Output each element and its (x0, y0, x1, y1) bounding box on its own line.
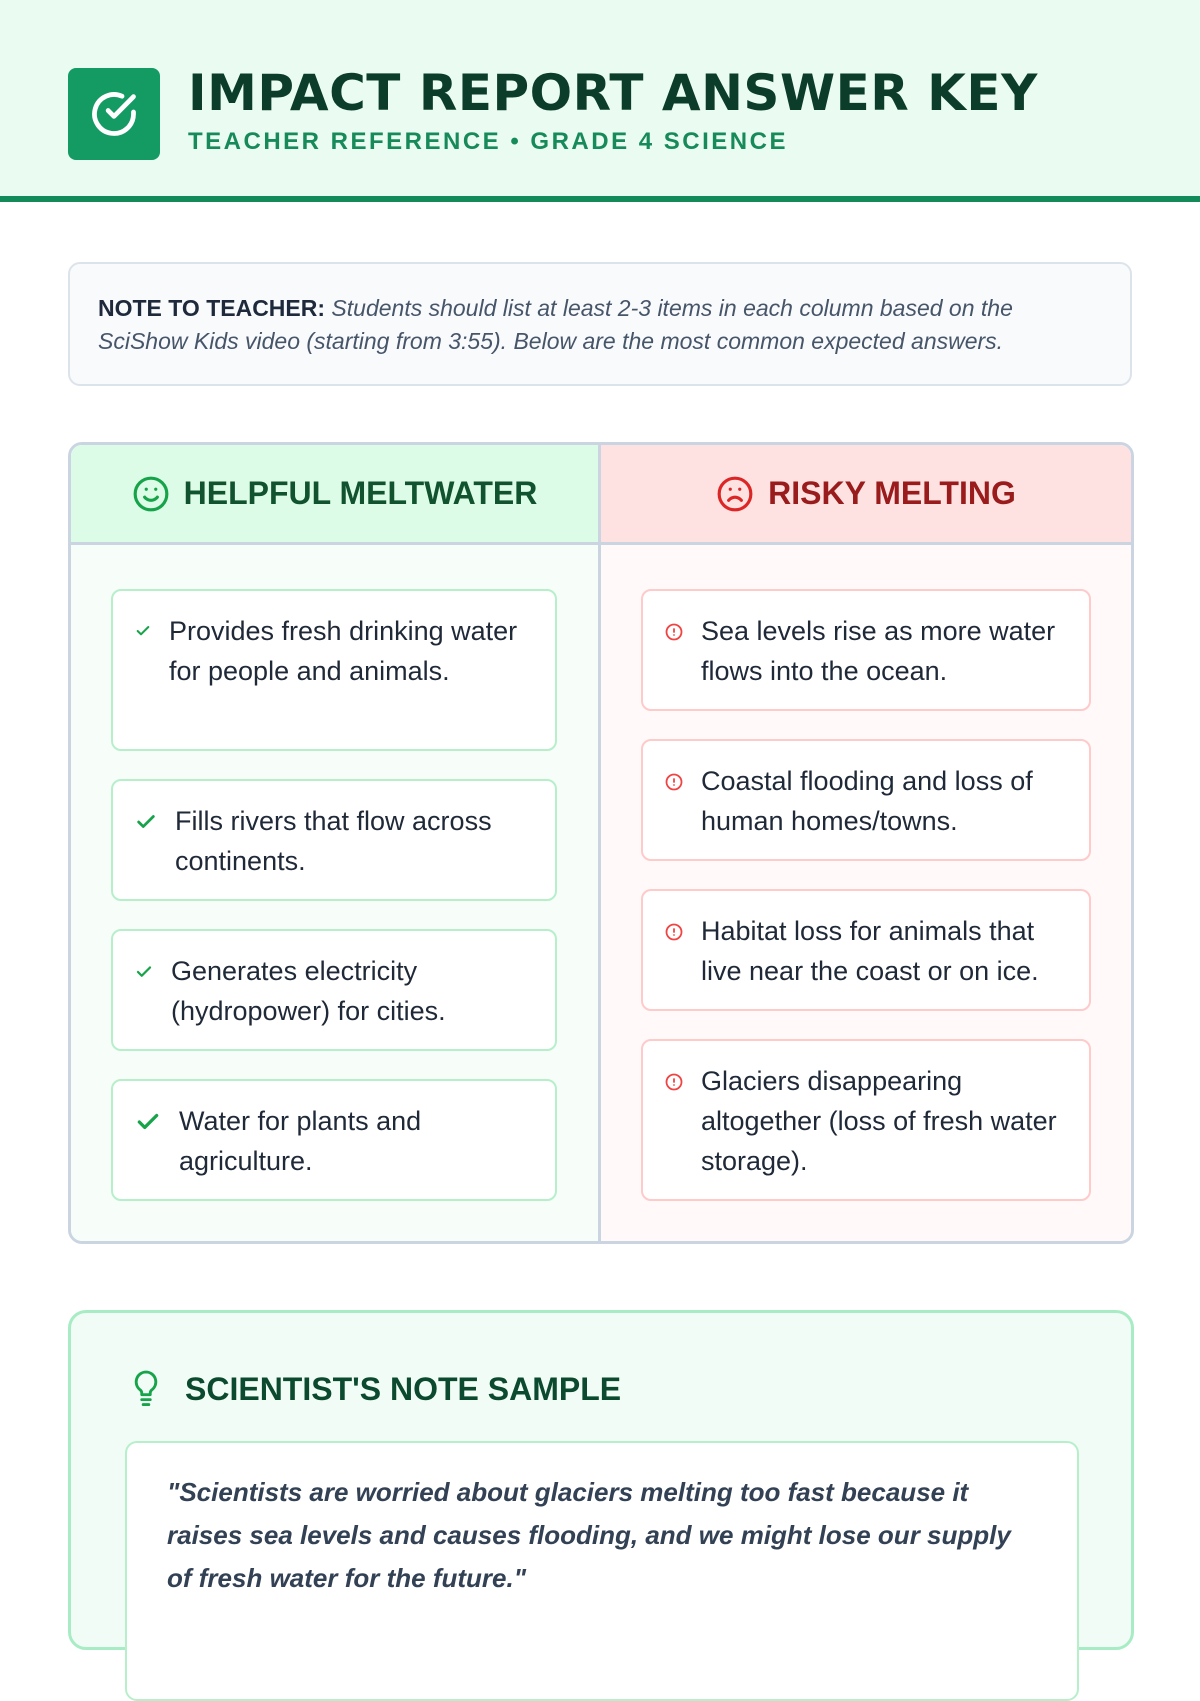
check-icon (135, 811, 157, 833)
risky-item (641, 589, 1091, 711)
helpful-item (111, 589, 557, 751)
risky-item-text: Sea levels rise as more water flows into the ocean. (701, 616, 1056, 686)
teacher-note-body: Students should list at least 2-3 items in each column based on the SciShow Kids video (starting from 3:55). Below are the most common expected answers. (98, 295, 1013, 354)
smile-icon (132, 475, 170, 513)
risky-item-text: Glaciers disappearing altogether (loss of fresh water storage). (701, 1066, 1057, 1176)
answer-grid (68, 442, 1134, 1244)
alert-circle-icon (665, 773, 683, 791)
alert-circle-icon (665, 923, 683, 941)
risky-item-text: Coastal flooding and loss of human homes/towns. (701, 766, 1033, 836)
risky-item (641, 739, 1091, 861)
risky-item (641, 1039, 1091, 1201)
helpful-column (71, 445, 601, 1241)
risky-column (601, 445, 1131, 1241)
check-circle-icon (68, 68, 160, 160)
helpful-item (111, 779, 557, 901)
teacher-note-lead: NOTE TO TEACHER: (98, 295, 326, 321)
check-icon (135, 963, 153, 981)
helpful-column-header (71, 445, 598, 545)
helpful-column-title: HELPFUL MELTWATER (183, 475, 538, 511)
page-subtitle: TEACHER REFERENCE • GRADE 4 SCIENCE (188, 128, 788, 155)
helpful-item (111, 1079, 557, 1201)
alert-circle-icon (665, 1073, 683, 1091)
alert-circle-icon (665, 623, 683, 641)
helpful-item-text: Water for plants and agriculture. (179, 1106, 422, 1176)
scientist-note-panel (68, 1310, 1134, 1650)
helpful-item-text: Fills rivers that flow across continents. (175, 806, 492, 876)
risky-column-title: RISKY MELTING (768, 475, 1016, 511)
scientist-note-header (129, 1369, 621, 1409)
risky-column-header (601, 445, 1131, 545)
lightbulb-icon (129, 1369, 163, 1409)
risky-item (641, 889, 1091, 1011)
check-icon (135, 623, 151, 639)
scientist-note-quote: "Scientists are worried about glaciers melting too fast because it raises sea levels and causes flooding, and we might lose our supply of fresh water for the future." (125, 1441, 1079, 1701)
frown-icon (716, 475, 754, 513)
page-title: IMPACT REPORT ANSWER KEY (188, 64, 1038, 122)
helpful-item (111, 929, 557, 1051)
teacher-note (68, 262, 1132, 386)
check-icon (135, 1109, 161, 1135)
header (0, 0, 1200, 202)
scientist-note-title: SCIENTIST'S NOTE SAMPLE (185, 1370, 622, 1407)
helpful-item-text: Provides fresh drinking water for people and animals. (169, 616, 518, 686)
helpful-item-text: Generates electricity (hydropower) for cities. (171, 956, 446, 1026)
risky-item-text: Habitat loss for animals that live near the coast or on ice. (701, 916, 1039, 986)
